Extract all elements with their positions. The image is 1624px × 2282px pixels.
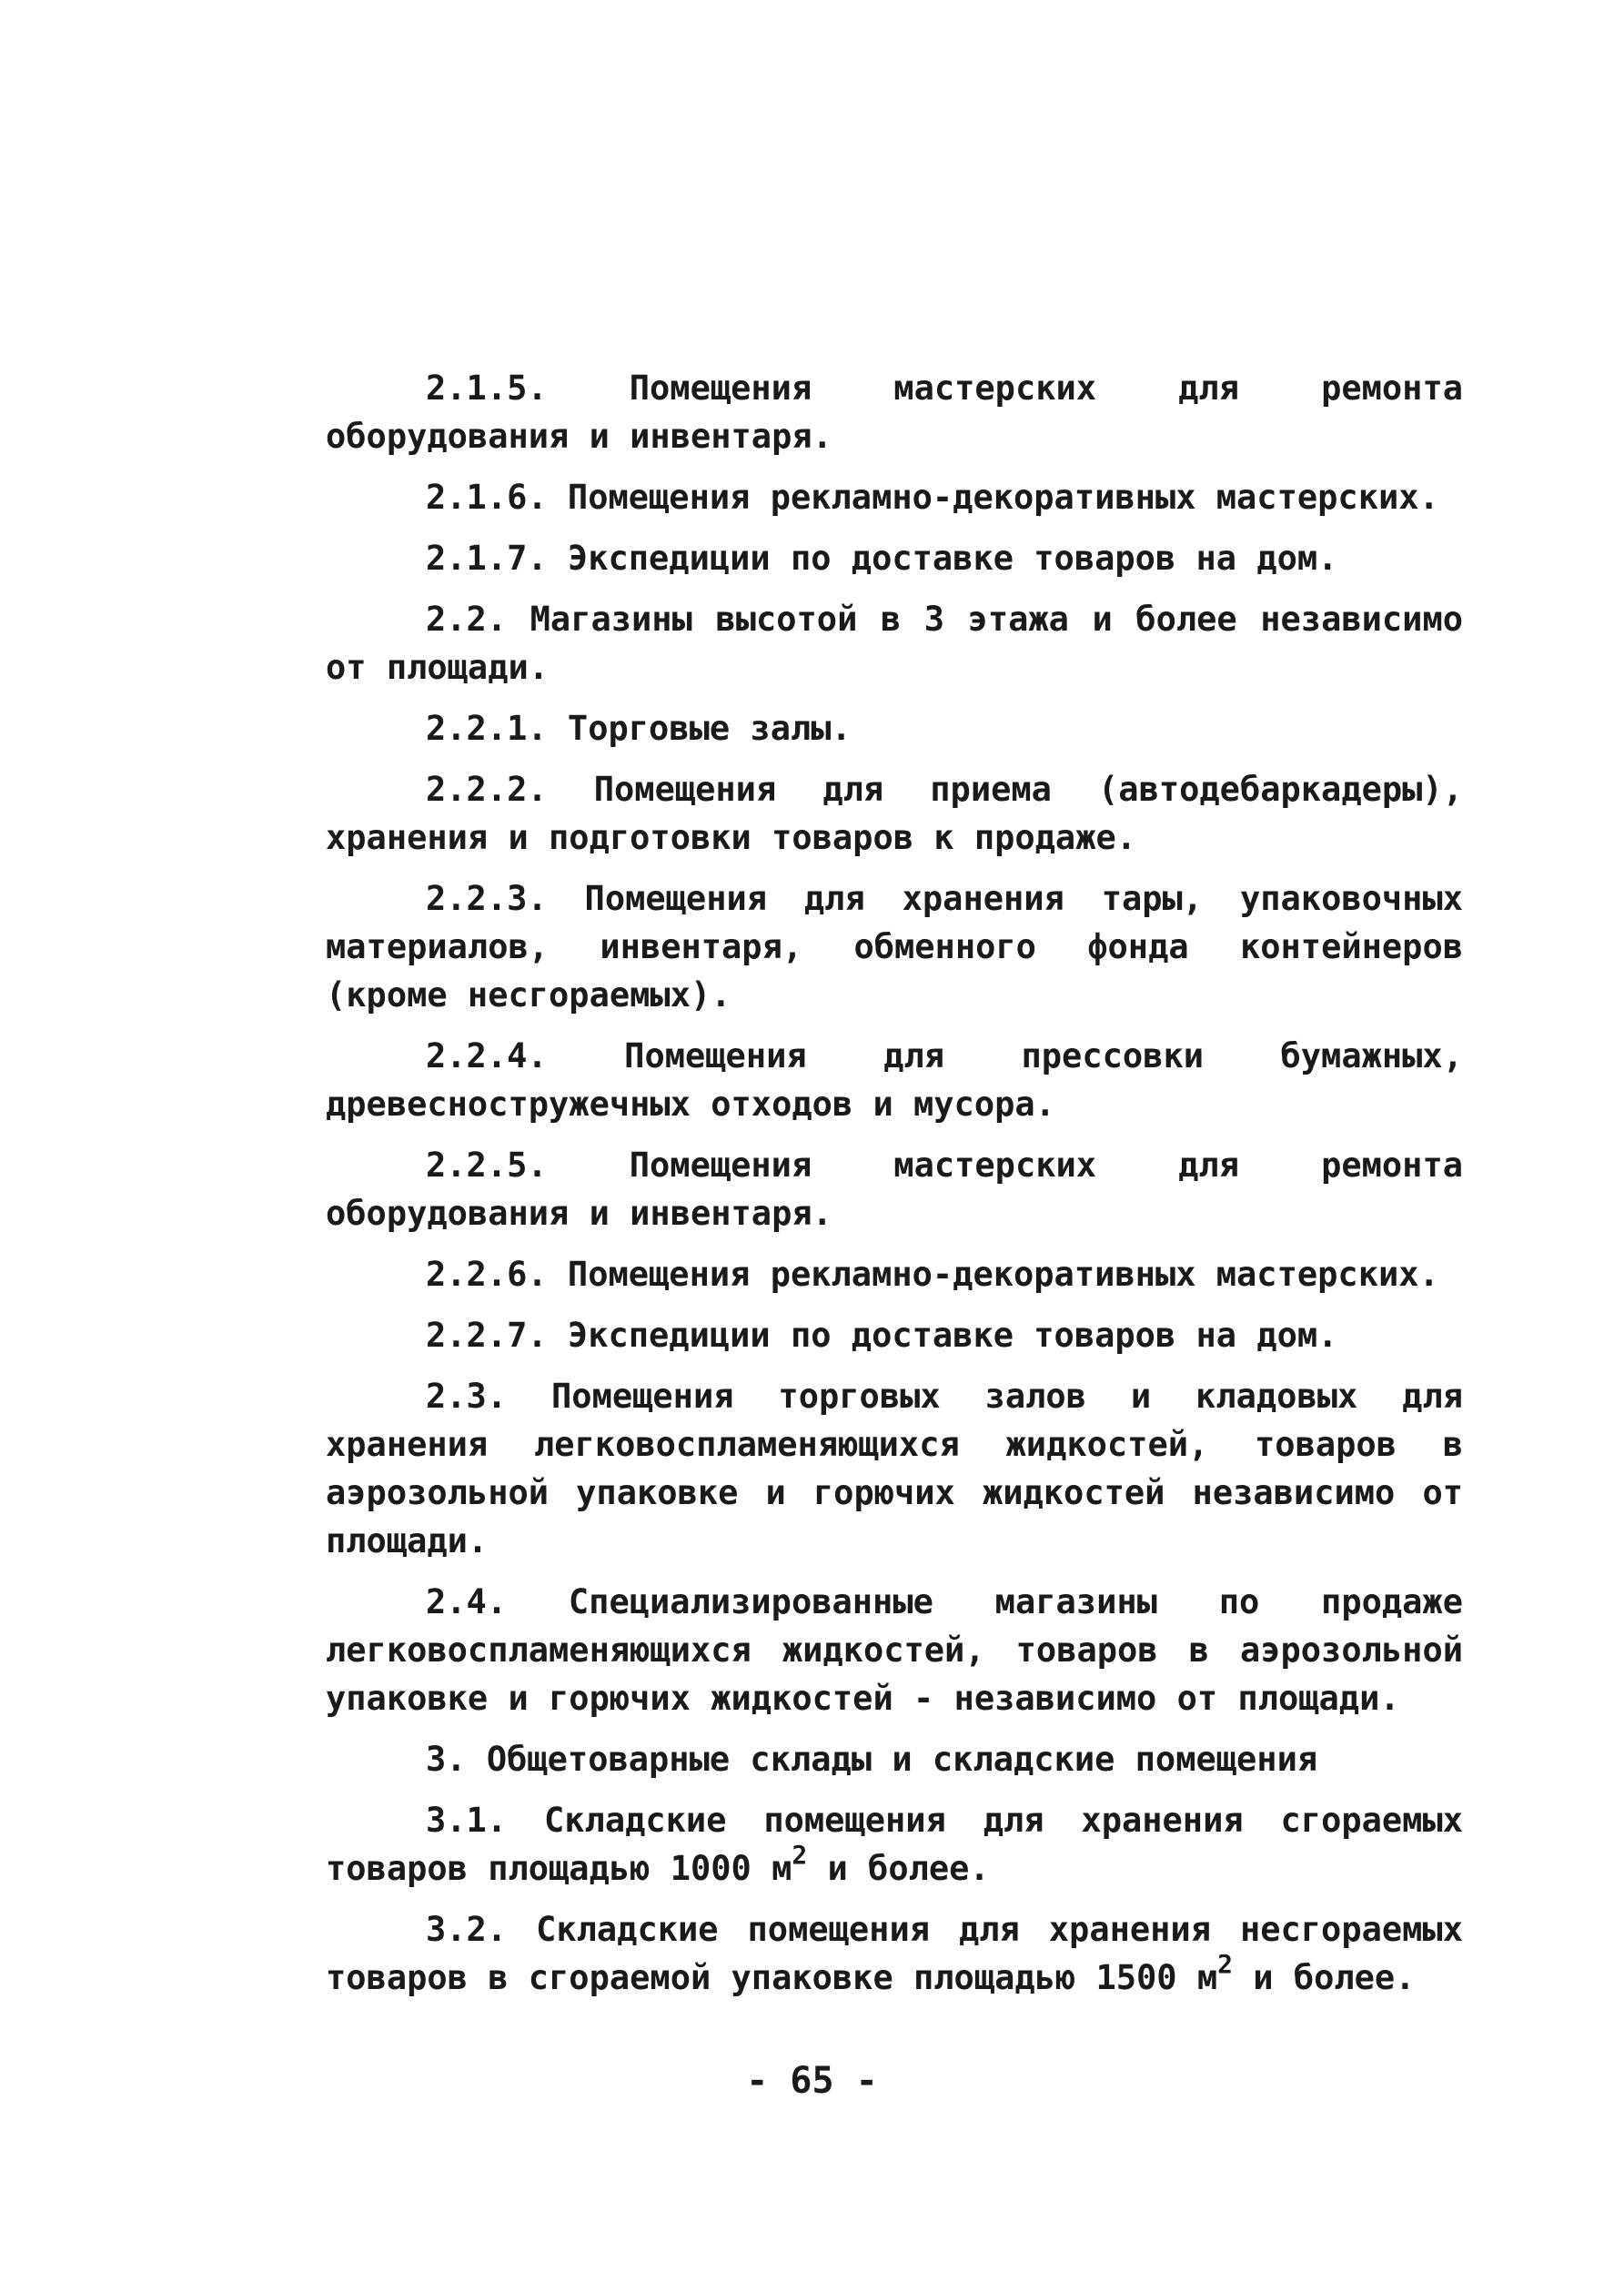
clause-2-1-6: 2.1.6. Помещения рекламно-декоративных мастерских.	[426, 478, 1439, 517]
clause-2-2-1: 2.2.1. Торговые залы.	[426, 709, 852, 748]
clause-2-2: 2.2. Магазины высотой в 3 этажа и более независимо от площади.	[326, 600, 1463, 687]
clause-2-4: 2.4. Специализированные магазины по продаже легковоспламеняющихся жидкостей, товаров в аэрозольной упаковке и горючих жидкостей - независимо от площади.	[326, 1582, 1463, 1718]
document-body	[326, 364, 1463, 2014]
clause-2-2-4: 2.2.4. Помещения для прессовки бумажных, древесностружечных отходов и мусора.	[326, 1036, 1463, 1124]
area-unit-superscript: 2	[1217, 1949, 1233, 1979]
clause-3-2-text-end: и более.	[1233, 1958, 1416, 1997]
clause-2-3: 2.3. Помещения торговых залов и кладовых для хранения легковоспламеняющихся жидкостей, товаров в аэрозольной упаковке и горючих жидкостей независимо от площади.	[326, 1377, 1463, 1560]
clause-2-1-5: 2.1.5. Помещения мастерских для ремонта оборудования и инвентаря.	[326, 369, 1463, 456]
clause-3-1-text: 3.1. Складские помещения для хранения сгораемых товаров площадью 1000 м	[326, 1801, 1463, 1888]
clause-2-2-7: 2.2.7. Экспедиции по доставке товаров на дом.	[426, 1316, 1338, 1355]
clause-3-1	[326, 1796, 1463, 1893]
clause-2-2-3: 2.2.3. Помещения для хранения тары, упаковочных материалов, инвентаря, обменного фонда контейнеров (кроме несгораемых).	[326, 879, 1463, 1015]
clause-2-2-6: 2.2.6. Помещения рекламно-декоративных мастерских.	[426, 1255, 1439, 1294]
clause-2-2-5: 2.2.5. Помещения мастерских для ремонта оборудования и инвентаря.	[326, 1146, 1463, 1233]
area-unit-superscript: 2	[792, 1840, 808, 1870]
clause-2-2-2: 2.2.2. Помещения для приема (автодебаркадеры), хранения и подготовки товаров к продаже.	[326, 770, 1463, 857]
page-number: - 65 -	[746, 2060, 878, 2102]
clause-3-2-text: 3.2. Складские помещения для хранения несгораемых товаров в сгораемой упаковке площадью 1500 м	[326, 1910, 1463, 1997]
clause-3-1-text-end: и более.	[807, 1849, 990, 1888]
clause-2-1-7: 2.1.7. Экспедиции по доставке товаров на дом.	[426, 539, 1338, 578]
clause-3-2	[326, 1905, 1463, 2002]
section-heading-3: 3. Общетоварные склады и складские помещения	[426, 1740, 1318, 1779]
